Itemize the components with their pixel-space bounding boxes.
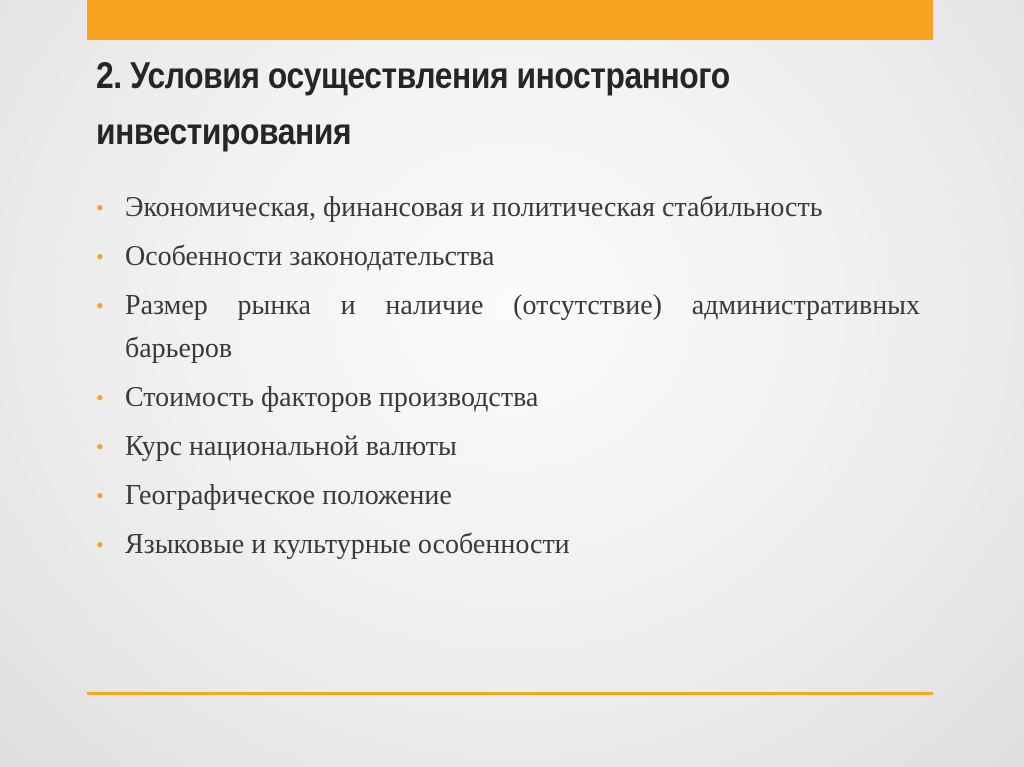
list-item [96,235,920,278]
list-item-text: Особенности законодательства [125,241,495,272]
list-item-text: Языковые и культурные особенности [125,529,570,560]
bottom-accent-line [87,692,933,695]
list-item [96,186,920,229]
list-item-text: Курс национальной валюты [125,431,457,462]
list-item [96,376,920,419]
list-item-text: Размер рынка и наличие (отсутствие) административных барьеров [125,290,920,364]
bullet-list [96,186,920,572]
list-item-text: Географическое положение [125,480,452,511]
bullet-icon: • [96,244,104,269]
bullet-icon: • [96,195,104,220]
list-item [96,425,920,468]
top-accent-bar [87,0,933,40]
bullet-icon: • [96,293,104,318]
list-item [96,474,920,517]
list-item-text: Экономическая, финансовая и политическая стабильность [125,192,823,223]
list-item [96,284,920,370]
bullet-icon: • [96,434,104,459]
bullet-icon: • [96,385,104,410]
bullet-icon: • [96,483,104,508]
slide-title: 2. Условия осуществления иностранного инвестирования [96,55,730,152]
list-item [96,523,920,566]
bullet-icon: • [96,532,104,557]
list-item-text: Стоимость факторов производства [125,382,539,413]
